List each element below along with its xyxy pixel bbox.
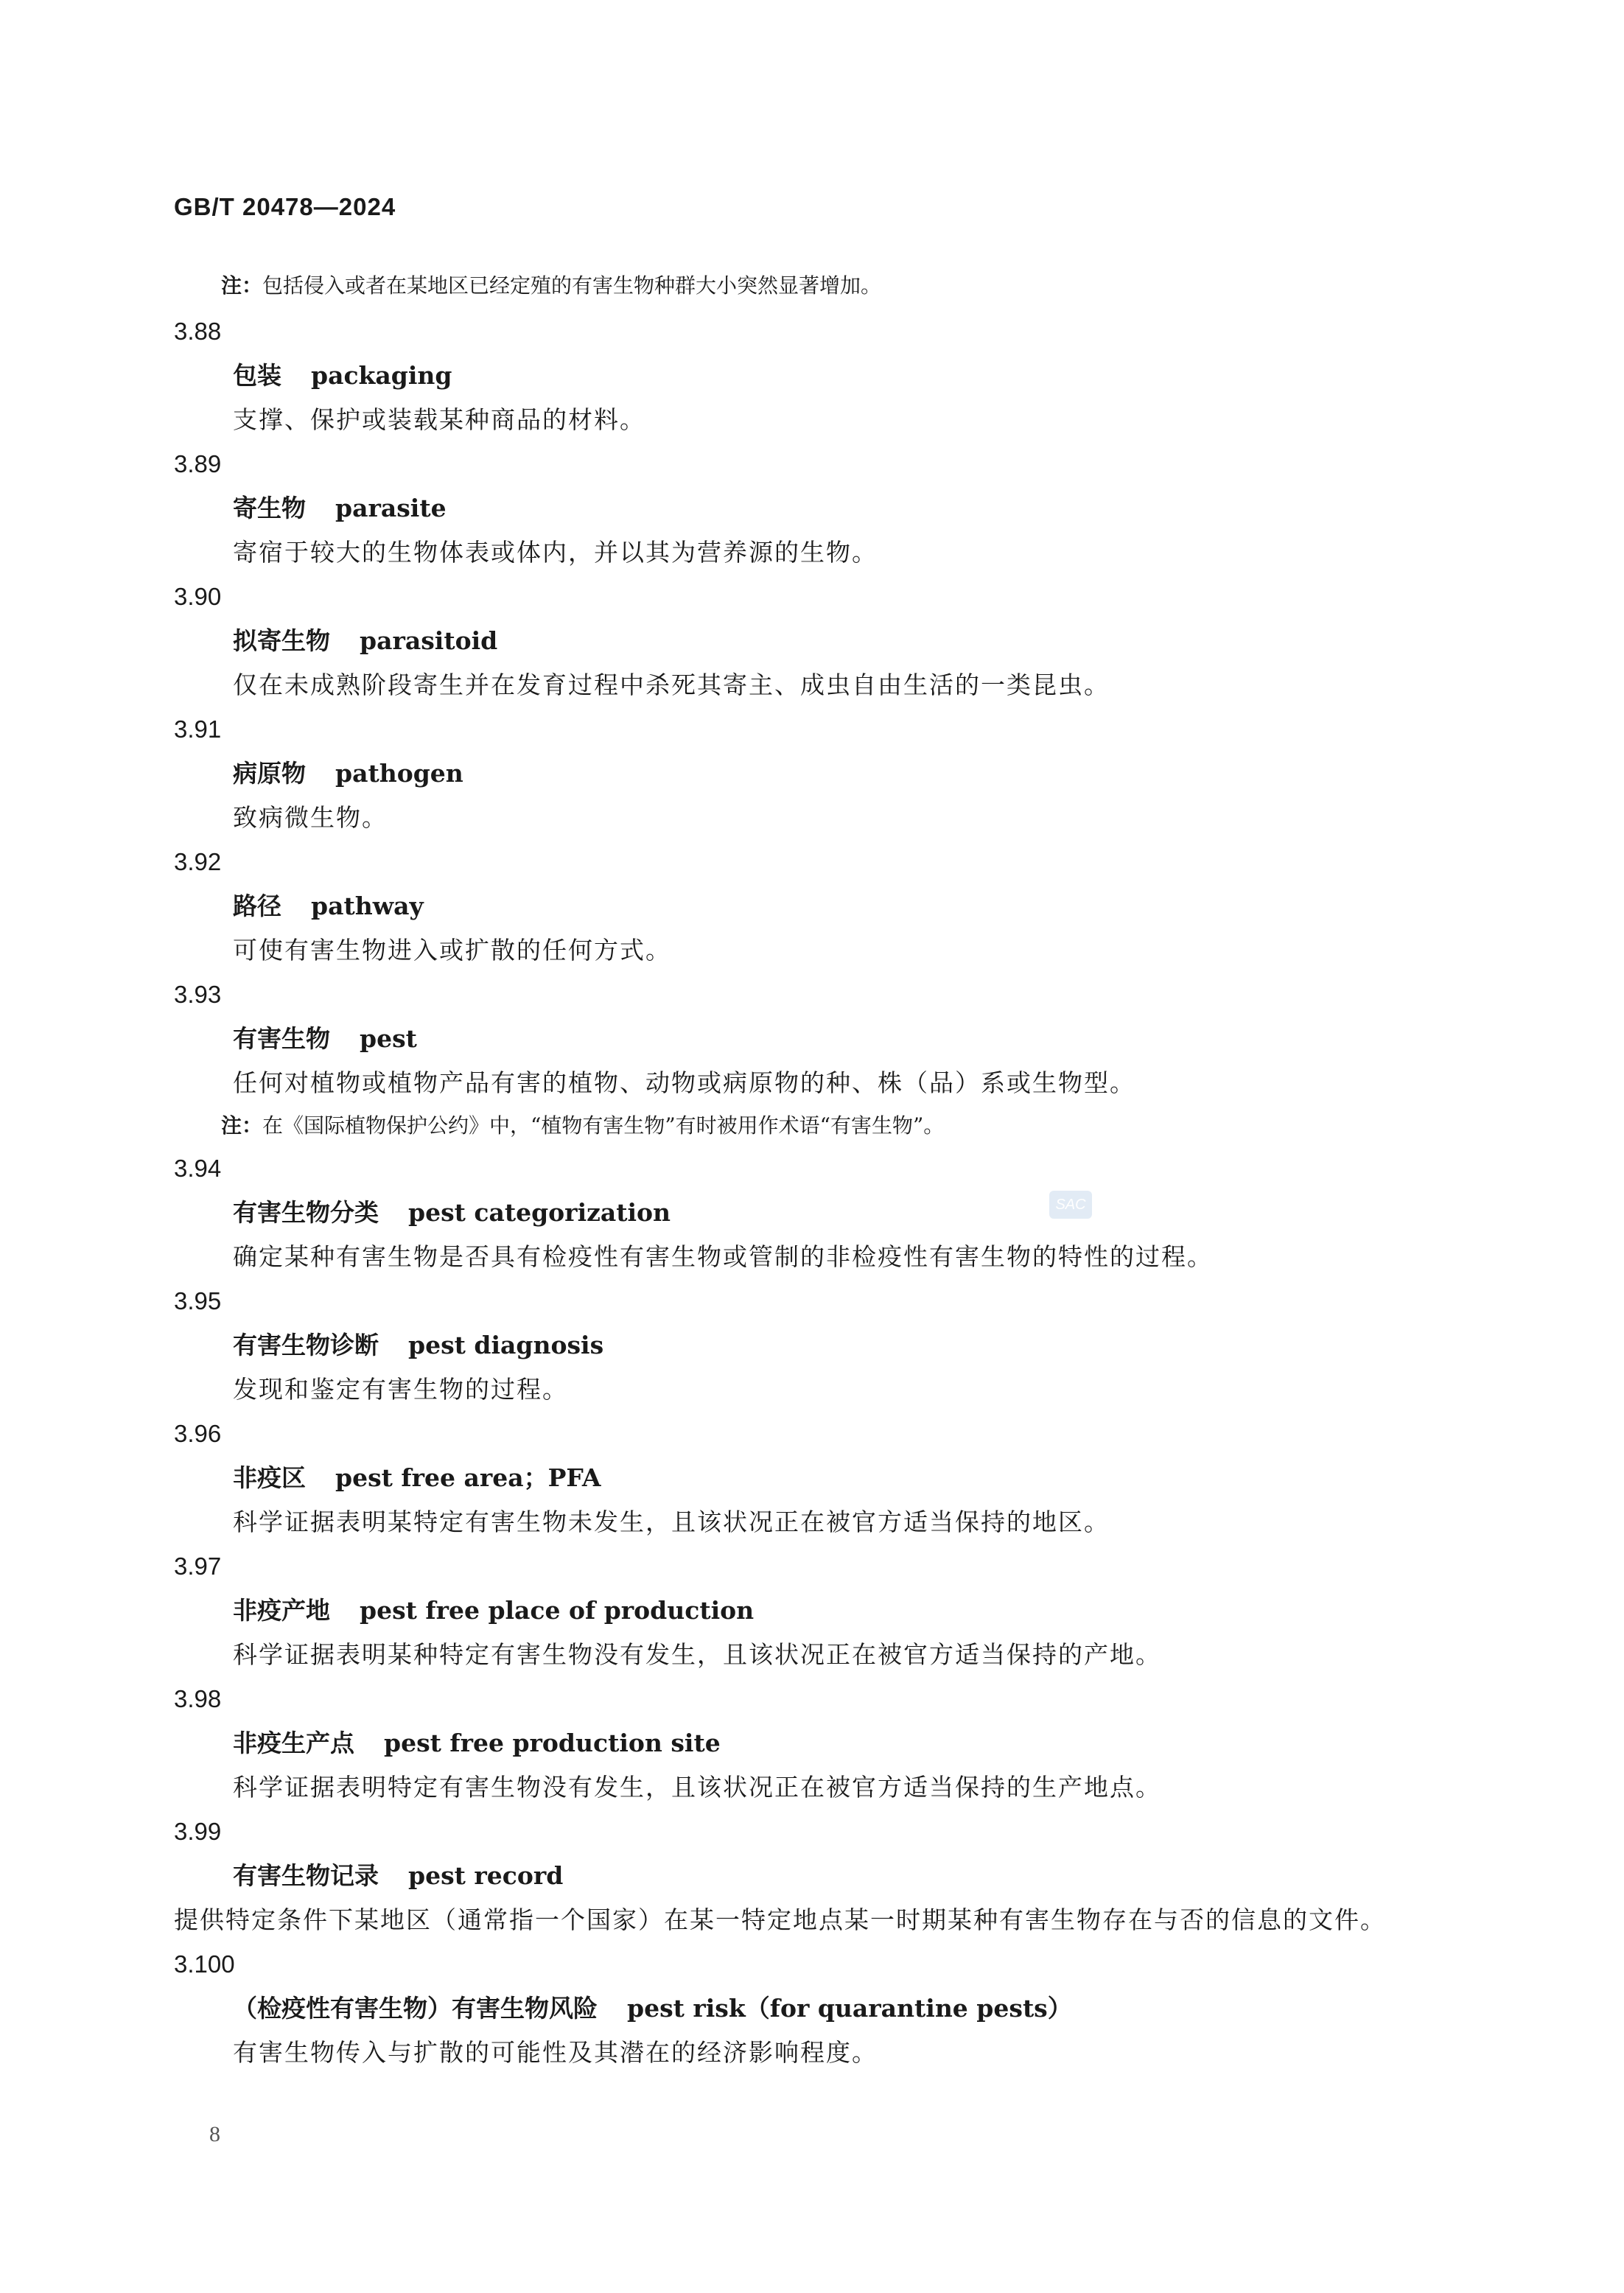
clause-number: 3.89 xyxy=(174,450,222,477)
term-chinese: 包装 xyxy=(233,361,281,390)
term-note xyxy=(221,1105,1624,1146)
clause-number: 3.94 xyxy=(174,1155,222,1182)
term-heading xyxy=(233,752,1624,796)
term-english: pest diagnosis xyxy=(408,1331,604,1359)
term-heading xyxy=(233,1589,1624,1633)
term-heading xyxy=(233,884,1624,928)
term-english: pathogen xyxy=(335,759,463,788)
term-definition: 发现和鉴定有害生物的过程。 xyxy=(233,1375,568,1404)
sac-watermark-logo: SAC xyxy=(1049,1191,1092,1219)
term-heading xyxy=(233,1017,1624,1061)
clause-number: 3.91 xyxy=(174,715,222,743)
term-chinese: 有害生物诊断 xyxy=(233,1331,379,1359)
term-definition: 可使有害生物进入或扩散的任何方式。 xyxy=(233,936,671,965)
term-chinese: 非疫生产点 xyxy=(233,1729,354,1757)
term-heading xyxy=(233,354,1624,398)
term-definition: 科学证据表明某种特定有害生物没有发生，且该状况正在被官方适当保持的产地。 xyxy=(233,1640,1161,1669)
term-english: pest categorization xyxy=(408,1198,671,1227)
clause-number: 3.88 xyxy=(174,318,222,345)
term-chinese: （检疫性有害生物）有害生物风险 xyxy=(233,1994,598,2023)
term-entry xyxy=(0,442,1624,575)
term-definition: 任何对植物或植物产品有害的植物、动物或病原物的种、株（品）系或生物型。 xyxy=(233,1068,1135,1097)
clause-number: 3.92 xyxy=(174,848,222,875)
note-text: 在《国际植物保护公约》中，“植物有害生物”有时被用作术语“有害生物”。 xyxy=(262,1113,945,1138)
clause-number: 3.100 xyxy=(174,1950,235,1978)
clause-number: 3.99 xyxy=(174,1818,222,1845)
term-heading xyxy=(233,1323,1624,1368)
clause-number: 3.90 xyxy=(174,583,222,610)
term-english: pest risk（for quarantine pests） xyxy=(627,1994,1072,2023)
clause-number: 3.95 xyxy=(174,1287,222,1314)
term-chinese: 路径 xyxy=(233,892,281,920)
note-text: 包括侵入或者在某地区已经定殖的有害生物种群大小突然显著增加。 xyxy=(262,273,882,298)
term-definition: 确定某种有害生物是否具有检疫性有害生物或管制的非检疫性有害生物的特性的过程。 xyxy=(233,1242,1213,1271)
clause-number: 3.98 xyxy=(174,1685,222,1712)
term-chinese: 有害生物记录 xyxy=(233,1861,379,1890)
term-entries xyxy=(0,309,1624,2075)
note-label: 注： xyxy=(221,1113,263,1138)
term-definition: 寄宿于较大的生物体表或体内，并以其为营养源的生物。 xyxy=(233,538,878,567)
term-definition: 支撑、保护或装载某种商品的材料。 xyxy=(233,405,645,434)
term-english: parasite xyxy=(335,494,447,522)
term-heading xyxy=(233,1854,1624,1898)
term-heading xyxy=(233,486,1624,531)
term-entry xyxy=(0,707,1624,840)
term-entry xyxy=(0,840,1624,973)
term-definition: 仅在未成熟阶段寄生并在发育过程中杀死其寄主、成虫自由生活的一类昆虫。 xyxy=(233,671,1110,699)
term-chinese: 拟寄生物 xyxy=(233,626,330,655)
term-english: pest free place of production xyxy=(360,1596,755,1625)
term-entry xyxy=(0,1544,1624,1677)
term-definition: 有害生物传入与扩散的可能性及其潜在的经济影响程度。 xyxy=(233,2038,878,2067)
term-chinese: 寄生物 xyxy=(233,494,306,522)
term-entry xyxy=(0,1279,1624,1412)
term-english: parasitoid xyxy=(360,626,498,655)
term-chinese: 有害生物 xyxy=(233,1024,330,1053)
term-entry xyxy=(0,1942,1624,2075)
note-label: 注： xyxy=(221,273,263,298)
term-heading xyxy=(233,1456,1624,1500)
term-entry xyxy=(0,973,1624,1146)
term-definition: 致病微生物。 xyxy=(233,803,388,832)
term-english: pest xyxy=(360,1024,417,1053)
term-chinese: 有害生物分类 xyxy=(233,1198,379,1227)
term-heading xyxy=(233,1721,1624,1765)
clause-number: 3.97 xyxy=(174,1552,222,1580)
carryover-note xyxy=(221,270,881,299)
page-number: 8 xyxy=(209,2122,220,2146)
clause-number: 3.96 xyxy=(174,1420,222,1447)
term-heading xyxy=(233,1191,1624,1235)
term-entry xyxy=(0,1146,1624,1279)
term-heading xyxy=(233,1986,1624,2031)
term-english: pathway xyxy=(311,892,424,920)
term-entry xyxy=(0,1412,1624,1544)
term-english: pest record xyxy=(408,1861,564,1890)
term-chinese: 非疫区 xyxy=(233,1463,306,1492)
term-heading xyxy=(233,619,1624,663)
term-entry xyxy=(0,309,1624,442)
term-english: pest free production site xyxy=(384,1729,721,1757)
clause-number: 3.93 xyxy=(174,981,222,1008)
term-english: packaging xyxy=(311,361,452,390)
term-entry xyxy=(0,1677,1624,1810)
term-definition: 科学证据表明某特定有害生物未发生，且该状况正在被官方适当保持的地区。 xyxy=(233,1508,1110,1536)
term-definition: 科学证据表明特定有害生物没有发生，且该状况正在被官方适当保持的生产地点。 xyxy=(233,1773,1161,1802)
term-entry xyxy=(0,1810,1624,1942)
term-chinese: 病原物 xyxy=(233,759,306,788)
term-definition: 提供特定条件下某地区（通常指一个国家）在某一特定地点某一时期某种有害生物存在与否的信息的文件。 xyxy=(174,1905,1386,1934)
term-entry xyxy=(0,575,1624,707)
standard-code-header: GB/T 20478—2024 xyxy=(174,193,396,220)
term-english: pest free area；PFA xyxy=(335,1463,601,1492)
term-chinese: 非疫产地 xyxy=(233,1596,330,1625)
